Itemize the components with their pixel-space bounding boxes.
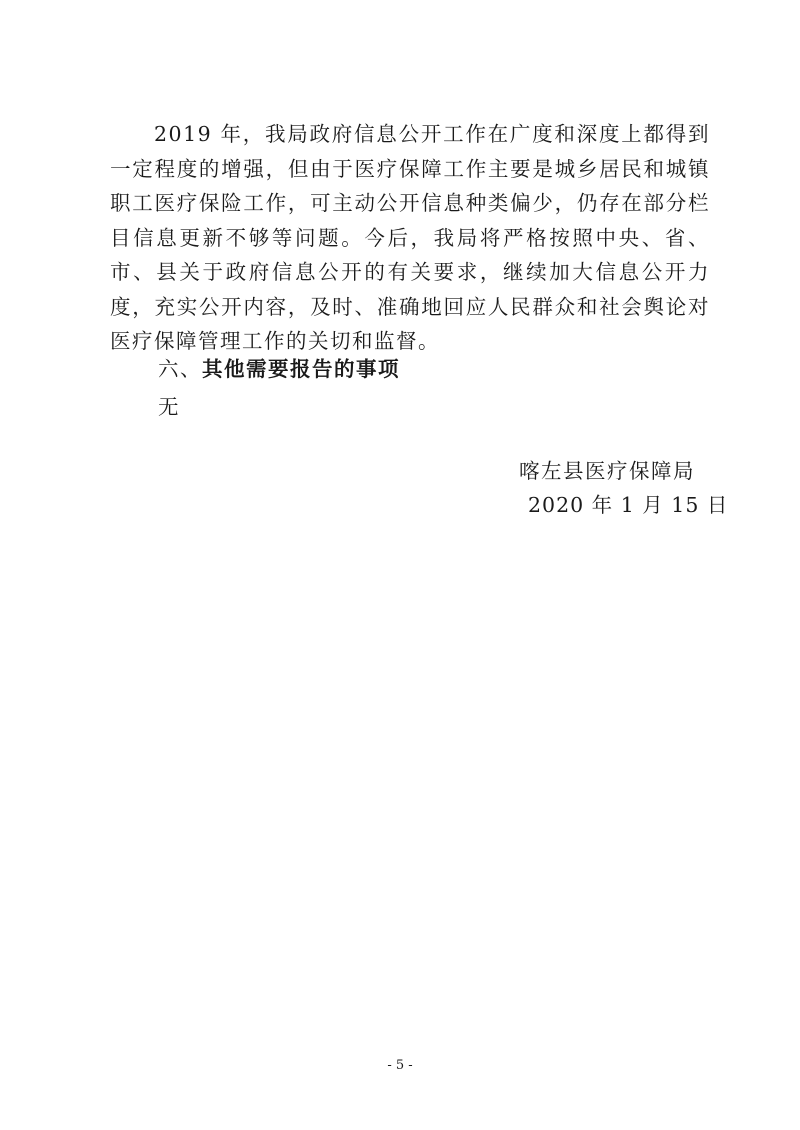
section-heading: [158, 352, 400, 387]
page-number: - 5 -: [387, 1058, 413, 1073]
section-content: 无: [158, 395, 179, 419]
body-text: [110, 117, 710, 359]
signature-date: 2020 年 1 月 15 日: [528, 493, 729, 517]
section-heading-number: 六、: [158, 357, 202, 381]
signature-organization: 喀左县医疗保障局: [519, 459, 695, 483]
paragraph-summary: 2019 年，我局政府信息公开工作在广度和深度上都得到一定程度的增强，但由于医疗保障工作主要是城乡居民和城镇职工医疗保险工作，可主动公开信息种类偏少，仍存在部分栏目信息更新不够等问题。今后，我局将严格按照中央、省、市、县关于政府信息公开的有关要求，继续加大信息公开力度，充实公开内容，及时、准确地回应人民群众和社会舆论对医疗保障管理工作的关切和监督。: [110, 122, 710, 353]
section-heading-title: 其他需要报告的事项: [202, 357, 400, 381]
